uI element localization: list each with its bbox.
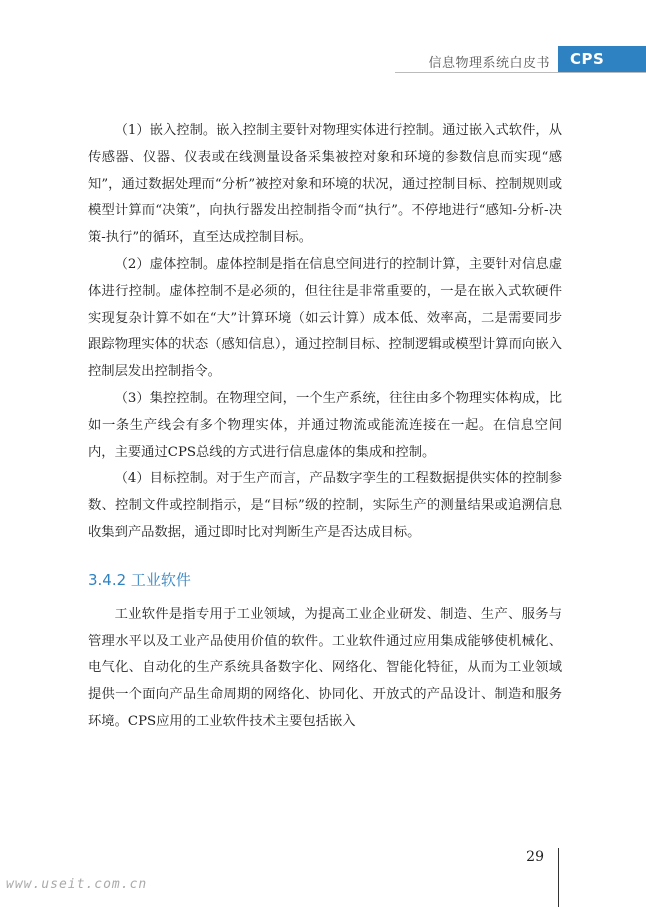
body-paragraph: （4）目标控制。对于生产而言，产品数字孪生的工程数据提供实体的控制参数、控制文件或控制指示，是“目标”级的控制，实际生产的测量结果或追溯信息收集到产品数据，通过即时比对判断生产是否达成目标。 bbox=[88, 471, 562, 540]
header-divider bbox=[395, 72, 646, 73]
section-heading: 3.4.2 工业软件 bbox=[88, 570, 191, 589]
page-body bbox=[88, 118, 562, 736]
page-number: 29 bbox=[526, 849, 544, 865]
body-paragraph: （3）集控控制。在物理空间，一个生产系统，往往由多个物理实体构成，比如一条生产线会有多个物理实体，并通过物流或能流连接在一起。在信息空间内，主要通过CPS总线的方式进行信息虚体的集成和控制。 bbox=[88, 390, 562, 460]
body-paragraph: （1）嵌入控制。嵌入控制主要针对物理实体进行控制。通过嵌入式软件，从传感器、仪器、仪表或在线测量设备采集被控对象和环境的参数信息而实现“感知”，通过数据处理而“分析”被控对象和环境的状况，通过控制目标、控制规则或模型计算而“决策”，向执行器发出控制指令而“执行”。不停地进行“感知-分析-决策-执行”的循环，直至达成控制目标。 bbox=[88, 123, 562, 246]
body-paragraph: （2）虚体控制。虚体控制是指在信息空间进行的控制计算，主要针对信息虚体进行控制。虚体控制不是必须的，但往往是非常重要的，一是在嵌入式软硬件实现复杂计算不如在“大”计算环境（如云计算）成本低、效率高，二是需要同步跟踪物理实体的状态（感知信息），通过控制目标、控制逻辑或模型计算而向嵌入控制层发出控制指令。 bbox=[88, 256, 562, 380]
body-paragraph: 工业软件是指专用于工业领域，为提高工业企业研发、制造、生产、服务与管理水平以及工业产品使用价值的软件。工业软件通过应用集成能够使机械化、电气化、自动化的生产系统具备数字化、网络化、智能化特征，从而为工业领域提供一个面向产品生命周期的网络化、协同化、开放式的产品设计、制造和服务环境。CPS应用的工业软件技术主要包括嵌入 bbox=[88, 606, 562, 729]
footer-divider bbox=[558, 848, 559, 907]
watermark: www.useit.com.cn bbox=[6, 877, 148, 892]
running-header-tab: CPS bbox=[558, 46, 646, 72]
running-header-title: 信息物理系统白皮书 bbox=[428, 56, 550, 71]
